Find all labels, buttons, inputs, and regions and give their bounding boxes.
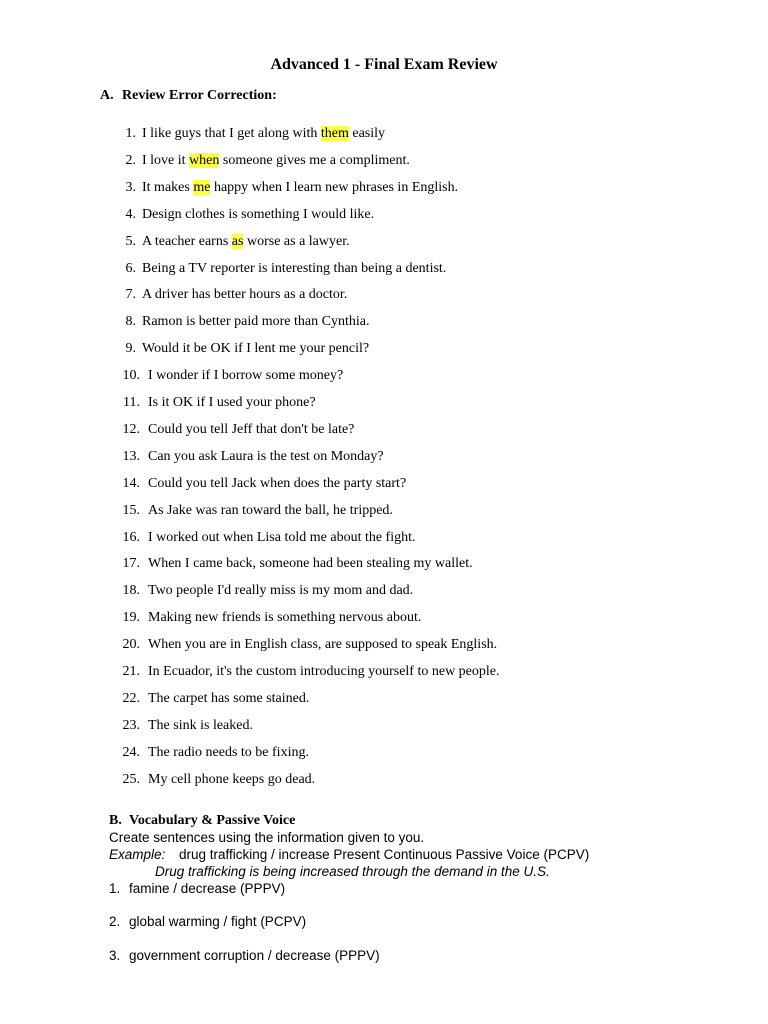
item-text: The radio needs to be fixing.: [148, 744, 309, 760]
item-number: 11.: [123, 395, 140, 410]
item-number: 1.: [125, 126, 136, 141]
item-number: 12.: [122, 421, 140, 437]
item-text: Design clothes is something I would like.: [142, 206, 375, 222]
item-text-after: worse as a lawyer.: [243, 233, 350, 249]
item-number: 7.: [125, 287, 136, 303]
item-number: 19.: [122, 610, 140, 626]
item-text: Could you tell Jack when does the party start?: [148, 475, 407, 491]
highlighted-word: when: [189, 152, 220, 168]
error-item: [100, 474, 406, 494]
section-b-instruction: Create sentences using the information given to you.: [109, 830, 425, 845]
error-item: [100, 420, 354, 440]
item-number: 15.: [122, 502, 140, 518]
item-number: 5.: [125, 233, 136, 249]
item-text: I wonder if I borrow some money?: [148, 368, 344, 384]
item-text: Can you ask Laura is the test on Monday?: [148, 448, 384, 464]
error-item: [100, 285, 347, 305]
error-item: [100, 501, 393, 521]
error-item: [100, 393, 316, 413]
section-b-letter: B.: [109, 813, 122, 828]
error-item: [100, 178, 458, 198]
section-b-example: [109, 847, 589, 862]
highlighted-word: as: [231, 233, 244, 249]
error-item: [100, 528, 416, 548]
item-number: 1.: [109, 881, 121, 896]
item-text: When you are in English class, are supposed to speak English.: [148, 637, 498, 653]
page-title: Advanced 1 - Final Exam Review: [270, 56, 498, 73]
error-item: [100, 716, 253, 736]
item-text: As Jake was ran toward the ball, he tripped.: [148, 502, 393, 518]
item-number: 6.: [125, 260, 136, 276]
item-number: 3.: [125, 179, 136, 195]
item-number: 21.: [122, 664, 140, 679]
item-text: famine / decrease (PPPV): [129, 881, 286, 896]
item-text: global warming / fight (PCPV): [129, 914, 307, 929]
item-number: 9.: [125, 341, 136, 357]
error-item: [100, 447, 384, 467]
item-text: government corruption / decrease (PPPV): [129, 948, 380, 963]
error-item: [100, 581, 413, 601]
item-text: Two people I'd really miss is my mom and dad.: [148, 583, 414, 599]
item-text: In Ecuador, it's the custom introducing yourself to new people.: [148, 664, 500, 679]
section-a-letter: A.: [100, 88, 114, 103]
item-text: Could you tell Jeff that don't be late?: [148, 421, 355, 437]
error-item: [100, 770, 315, 790]
item-text: A teacher earns: [142, 233, 232, 249]
item-number: 10.: [122, 368, 140, 384]
item-number: 20.: [122, 637, 140, 653]
item-text: The carpet has some stained.: [148, 690, 310, 706]
section-a-title: Review Error Correction:: [122, 88, 277, 103]
item-number: 22.: [122, 690, 140, 706]
highlighted-word: them: [320, 126, 349, 141]
vocabulary-item: [109, 881, 285, 896]
error-item: [100, 743, 309, 763]
item-number: 25.: [122, 771, 140, 787]
error-item: [100, 205, 374, 225]
error-item: [100, 554, 473, 574]
example-answer: Drug trafficking is being increased through the demand in the U.S.: [155, 864, 550, 879]
section-b-title: Vocabulary & Passive Voice: [129, 813, 296, 828]
item-text: Is it OK if I used your phone?: [148, 395, 316, 410]
error-item: [100, 312, 369, 332]
item-text: A driver has better hours as a doctor.: [142, 287, 348, 303]
highlighted-word: me: [193, 179, 211, 195]
item-number: 23.: [122, 717, 140, 733]
error-item: [100, 232, 350, 252]
item-number: 14.: [122, 475, 140, 491]
example-label: Example:: [109, 847, 166, 862]
item-text: I like guys that I get along with: [142, 126, 321, 141]
item-number: 18.: [122, 583, 140, 599]
vocabulary-item: [109, 914, 306, 929]
item-text: Being a TV reporter is interesting than being a dentist.: [142, 260, 447, 276]
item-text: Would it be OK if I lent me your pencil?: [142, 341, 370, 357]
error-item: [100, 124, 385, 144]
item-number: 4.: [125, 206, 136, 222]
item-text: When I came back, someone had been stealing my wallet.: [148, 556, 473, 572]
item-number: 2.: [109, 914, 121, 929]
section-b-heading: [109, 813, 295, 829]
item-number: 24.: [122, 744, 140, 760]
example-prompt: drug trafficking / increase Present Continuous Passive Voice (PCPV): [179, 847, 590, 862]
item-text: I love it: [142, 152, 190, 168]
item-number: 8.: [125, 314, 136, 330]
item-text-after: happy when I learn new phrases in English.: [210, 179, 459, 195]
section-a-heading: [100, 88, 277, 104]
item-text-after: easily: [348, 126, 386, 141]
error-item: [100, 151, 410, 171]
item-number: 13.: [122, 448, 140, 464]
item-number: 16.: [122, 529, 140, 545]
error-item: [100, 689, 309, 709]
item-number: 2.: [125, 152, 136, 168]
item-text: It makes: [142, 179, 194, 195]
item-text-after: someone gives me a compliment.: [219, 152, 410, 168]
item-number: 17.: [122, 556, 140, 572]
error-item: [100, 339, 369, 359]
item-text: My cell phone keeps go dead.: [148, 771, 316, 787]
item-text: Ramon is better paid more than Cynthia.: [142, 314, 370, 330]
item-text: Making new friends is something nervous about.: [148, 610, 422, 626]
item-number: 3.: [109, 948, 121, 963]
item-text: I worked out when Lisa told me about the fight.: [148, 529, 416, 545]
error-item: [100, 608, 421, 628]
item-text: The sink is leaked.: [148, 717, 253, 733]
error-item: [100, 259, 446, 279]
error-item: [100, 366, 343, 386]
vocabulary-item: [109, 948, 380, 963]
error-item: [100, 635, 497, 655]
error-item: [100, 662, 500, 682]
